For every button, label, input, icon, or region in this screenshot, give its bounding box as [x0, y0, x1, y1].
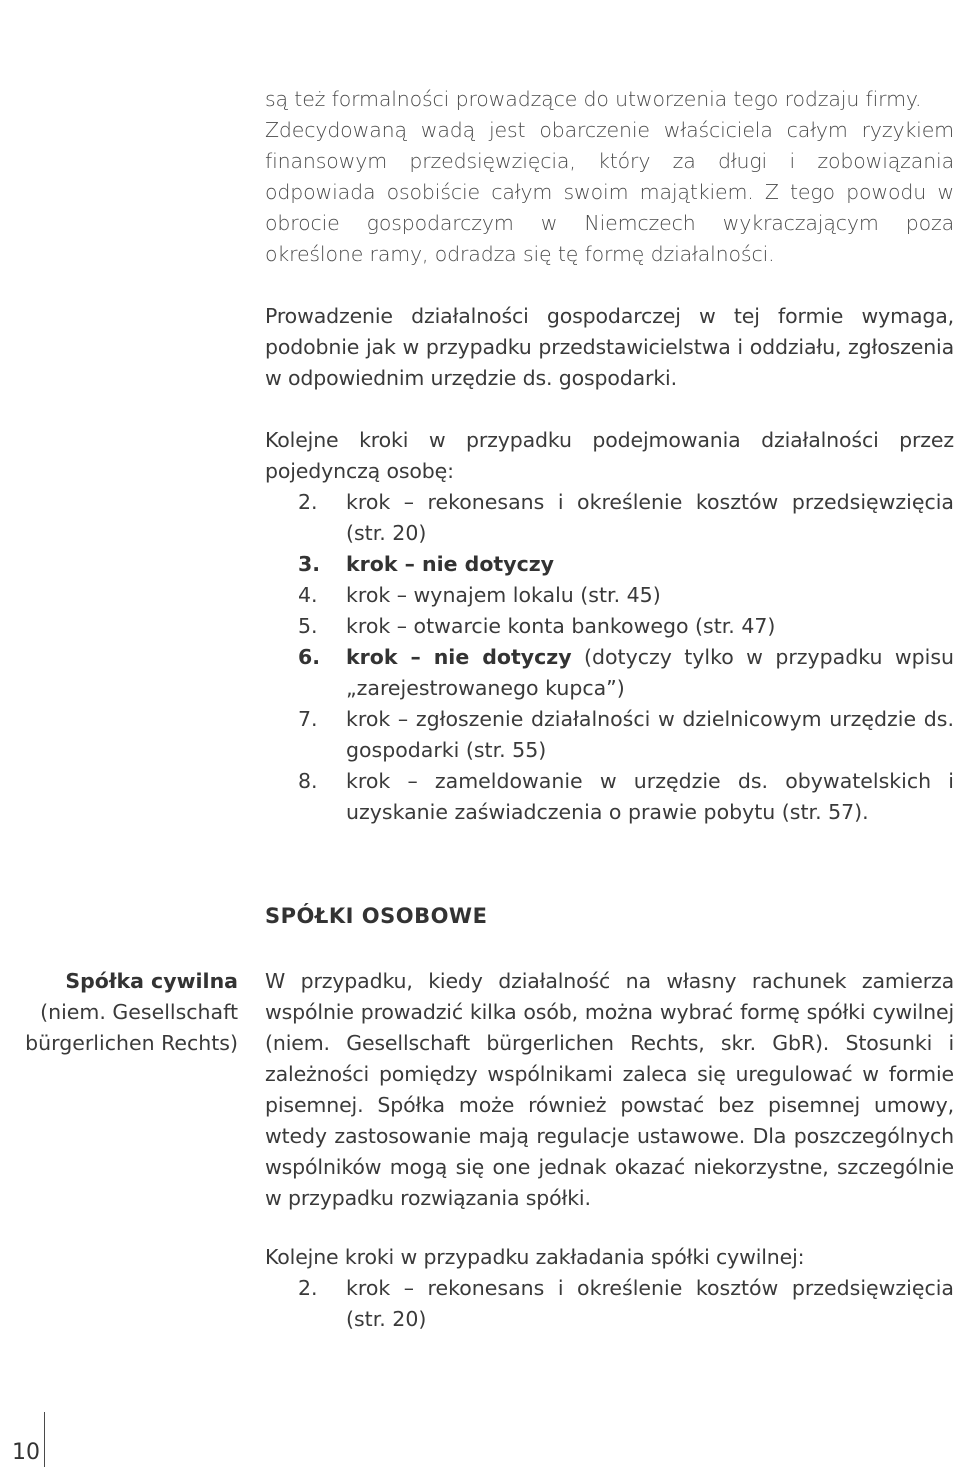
- step-number: 2.: [298, 1276, 318, 1300]
- step-text: [346, 1273, 954, 1335]
- step-text: [346, 549, 954, 580]
- step-number: 3.: [298, 552, 321, 576]
- margin-note-subtitle: (niem. Gesellschaft bürgerlichen Rechts): [25, 1000, 238, 1055]
- step-number: 5.: [298, 614, 318, 638]
- list-item: [265, 1273, 954, 1335]
- list-item: [265, 487, 954, 549]
- step-text: [346, 642, 954, 704]
- step-text: [346, 766, 954, 828]
- step-number: 6.: [298, 645, 321, 669]
- list-item: [265, 611, 954, 642]
- page-number: 10: [12, 1440, 40, 1465]
- list-item: [265, 766, 954, 828]
- step-plain-text: krok – zgłoszenie działalności w dzielnicowym urzędzie ds. gospodarki (str. 55): [346, 707, 954, 762]
- list-item: [265, 642, 954, 704]
- step-plain-text: (dotyczy tylko w przypadku wpisu „zarejestrowanego kupca”): [346, 645, 955, 700]
- step-text: [346, 580, 954, 611]
- step-number: 7.: [298, 707, 318, 731]
- list-item: [265, 580, 954, 611]
- step-plain-text: krok – zameldowanie w urzędzie ds. obywatelskich i uzyskanie zaświadczenia o prawie pobytu (str. 57).: [346, 769, 954, 824]
- main-column-top: [265, 84, 954, 828]
- step-number: 4.: [298, 583, 318, 607]
- step-plain-text: krok – wynajem lokalu (str. 45): [346, 583, 661, 607]
- section-heading: SPÓŁKI OSOBOWE: [265, 904, 488, 928]
- paragraph-drawbacks: Zdecydowaną wadą jest obarczenie właściciela całym ryzykiem finansowym przedsięwzięcia, który za długi i zobowiązania odpowiada osobiście całym swoim majątkiem. Z tego powodu w obrocie gospodarczym w Niemczech wykraczającym poza określone ramy, odradza się tę formę działalności.: [265, 118, 954, 266]
- margin-note-title: Spółka cywilna: [65, 969, 238, 993]
- list-item: [265, 704, 954, 766]
- step-number: 2.: [298, 490, 318, 514]
- step-bold-text: krok – nie dotyczy: [346, 552, 555, 576]
- paragraph-intro-line: są też formalności prowadzące do utworzenia tego rodzaju firmy.: [265, 87, 922, 111]
- step-plain-text: krok – rekonesans i określenie kosztów przedsięwzięcia (str. 20): [346, 1276, 954, 1331]
- step-text: [346, 704, 954, 766]
- steps-intro-partnership: Kolejne kroki w przypadku zakładania spółki cywilnej:: [265, 1245, 805, 1269]
- step-bold-text: krok – nie dotyczy: [346, 645, 572, 669]
- list-item: [265, 549, 954, 580]
- step-text: [346, 611, 954, 642]
- page-number-rule: [44, 1412, 45, 1467]
- margin-note: [0, 966, 238, 1059]
- paragraph-civil-partnership: W przypadku, kiedy działalność na własny rachunek zamierza wspólnie prowadzić kilka osób, można wybrać formę spółki cywilnej (niem. Gesellschaft bürgerlichen Rechts, skr. GbR). Stosunki i zależności pomiędzy wspólnikami zaleca się uregulować w formie pisemnej. Spółka może również powstać bez pisemnej umowy, wtedy zastosowanie mają regulacje ustawowe. Dla poszczególnych wspólników mogą się one jednak okazać niekorzystne, szczególnie w przypadku rozwiązania spółki.: [265, 969, 954, 1210]
- step-plain-text: krok – rekonesans i określenie kosztów przedsięwzięcia (str. 20): [346, 490, 954, 545]
- step-text: [346, 487, 954, 549]
- paragraph-registration: Prowadzenie działalności gospodarczej w tej formie wymaga, podobnie jak w przypadku przedstawicielstwa i oddziału, zgłoszenia w odpowiednim urzędzie ds. gospodarki.: [265, 304, 954, 390]
- main-column-bottom: [265, 966, 954, 1335]
- steps-intro-single-person: Kolejne kroki w przypadku podejmowania działalności przez pojedynczą osobę:: [265, 428, 954, 483]
- steps-list-partnership: [265, 1273, 954, 1335]
- steps-list-single-person: [265, 487, 954, 828]
- step-plain-text: krok – otwarcie konta bankowego (str. 47): [346, 614, 776, 638]
- step-number: 8.: [298, 769, 318, 793]
